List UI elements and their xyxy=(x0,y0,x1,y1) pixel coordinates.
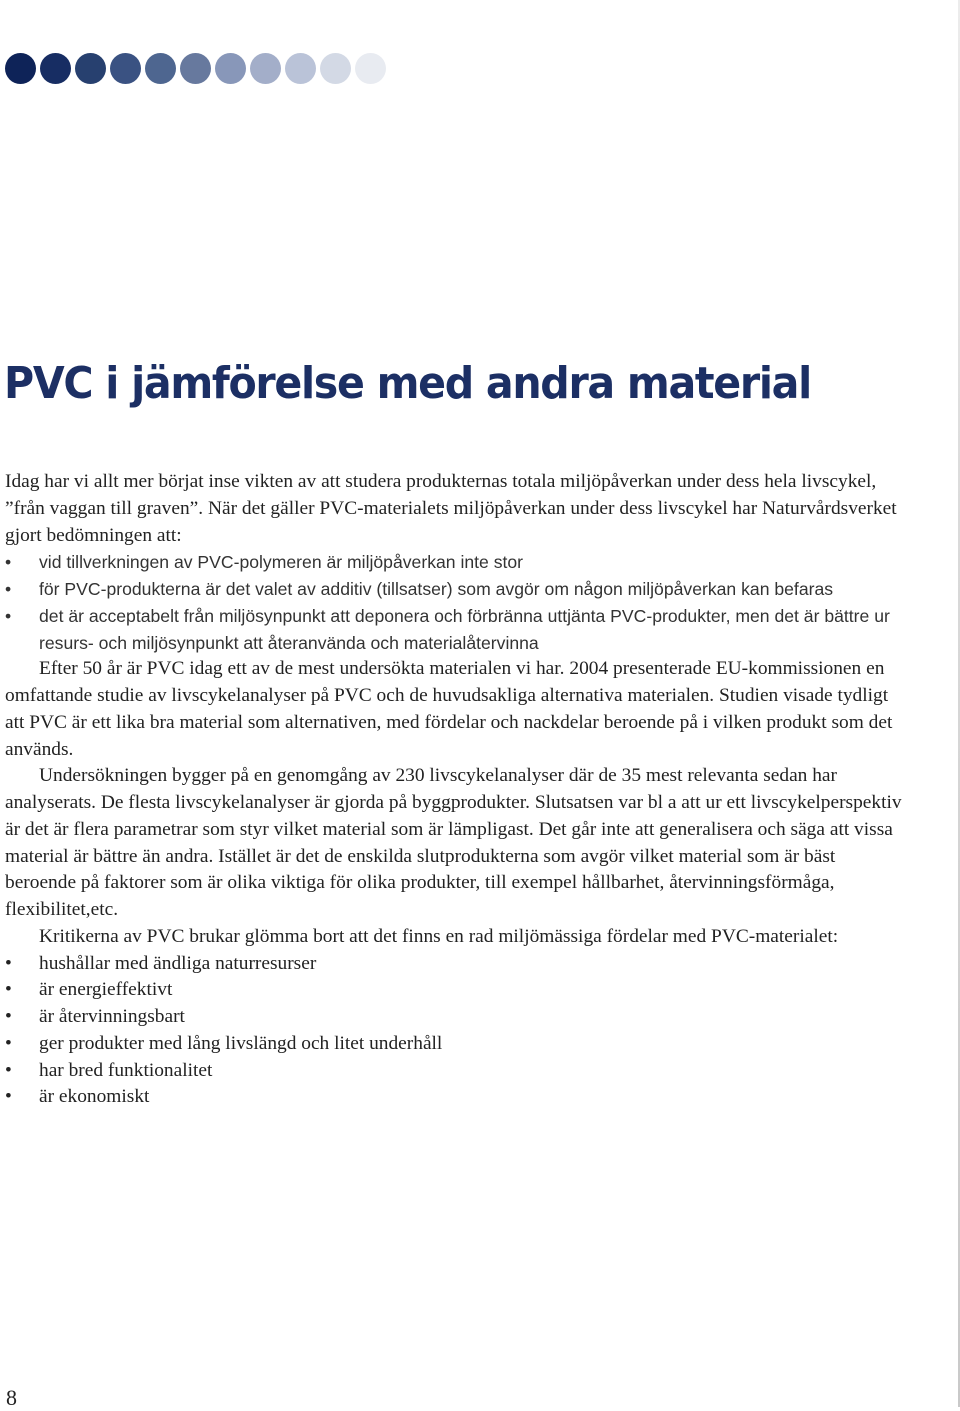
decorative-dot xyxy=(180,53,211,84)
decorative-dot xyxy=(355,53,386,84)
decorative-dot xyxy=(40,53,71,84)
decorative-dot xyxy=(75,53,106,84)
list-item: • det är acceptabelt från miljösynpunkt att deponera och förbränna uttjänta PVC-produkter, men det är bättre ur resurs- och miljösynpunkt att återanvända och materialåtervinna xyxy=(5,603,905,657)
list-item: • har bred funktionalitet xyxy=(5,1058,905,1085)
decorative-dot xyxy=(145,53,176,84)
benefits-list xyxy=(5,951,905,1112)
list-item: • vid tillverkningen av PVC-polymeren är miljöpåverkan inte stor xyxy=(5,549,905,576)
list-item: • för PVC-produkterna är det valet av additiv (tillsatser) som avgör om någon miljöpåverkan kan befaras xyxy=(5,576,905,603)
decorative-dot xyxy=(285,53,316,84)
assessment-list xyxy=(5,549,905,656)
decorative-dot-row xyxy=(5,53,386,84)
paragraph: Kritikerna av PVC brukar glömma bort att det finns en rad miljömässiga fördelar med PVC-materialet: xyxy=(39,925,839,947)
list-item: • ger produkter med lång livslängd och litet underhåll xyxy=(5,1031,905,1058)
paragraph: Efter 50 år är PVC idag ett av de mest undersökta materialen vi har. 2004 presenterade EU-kommissionen en omfattande studie av livscykelanalyser på PVC och de huvudsakliga alternativa materialen. Studien visade tydligt att PVC är ett lika bra material som alternativen, med fördelar och nackdelar beroende på i vilken produkt som det används. xyxy=(5,658,893,760)
decorative-dot xyxy=(5,53,36,84)
decorative-dot xyxy=(320,53,351,84)
list-item: • hushållar med ändliga naturresurser xyxy=(5,951,905,978)
list-item: • är energieffektivt xyxy=(5,977,905,1004)
page-number: 8 xyxy=(6,1385,17,1410)
intro-paragraph: Idag har vi allt mer börjat inse vikten av att studera produkternas totala miljöpåverkan under dess hela livscykel, ”från vaggan till graven”. När det gäller PVC-materialets miljöpåverkan under dess livscykel har Naturvårdsverket gjort bedömningen att: xyxy=(5,471,897,546)
decorative-dot xyxy=(215,53,246,84)
decorative-dot xyxy=(110,53,141,84)
paragraph: Undersökningen bygger på en genomgång av 230 livscykelanalyser där de 35 mest relevanta sedan har analyserats. De flesta livscykelanalyser är gjorda på byggprodukter. Slutsatsen var bl a att ur ett livscykelperspektiv är det är flera parametrar som styr vilket material som är lämpligast. Det går inte att generalisera och säga att vissa material är bättre än andra. Istället är det de enskilda slutprodukterna som avgör vilket material som är bäst beroende på faktorer som är olika viktiga för olika produkter, till exempel hållbarhet, återvinningsförmåga, flexibilitet,etc. xyxy=(5,765,902,920)
page-title: PVC i jämförelse med andra material xyxy=(4,358,811,409)
decorative-dot xyxy=(250,53,281,84)
list-item: • är återvinningsbart xyxy=(5,1004,905,1031)
body-text xyxy=(5,469,905,1111)
list-item: • är ekonomiskt xyxy=(5,1084,905,1111)
